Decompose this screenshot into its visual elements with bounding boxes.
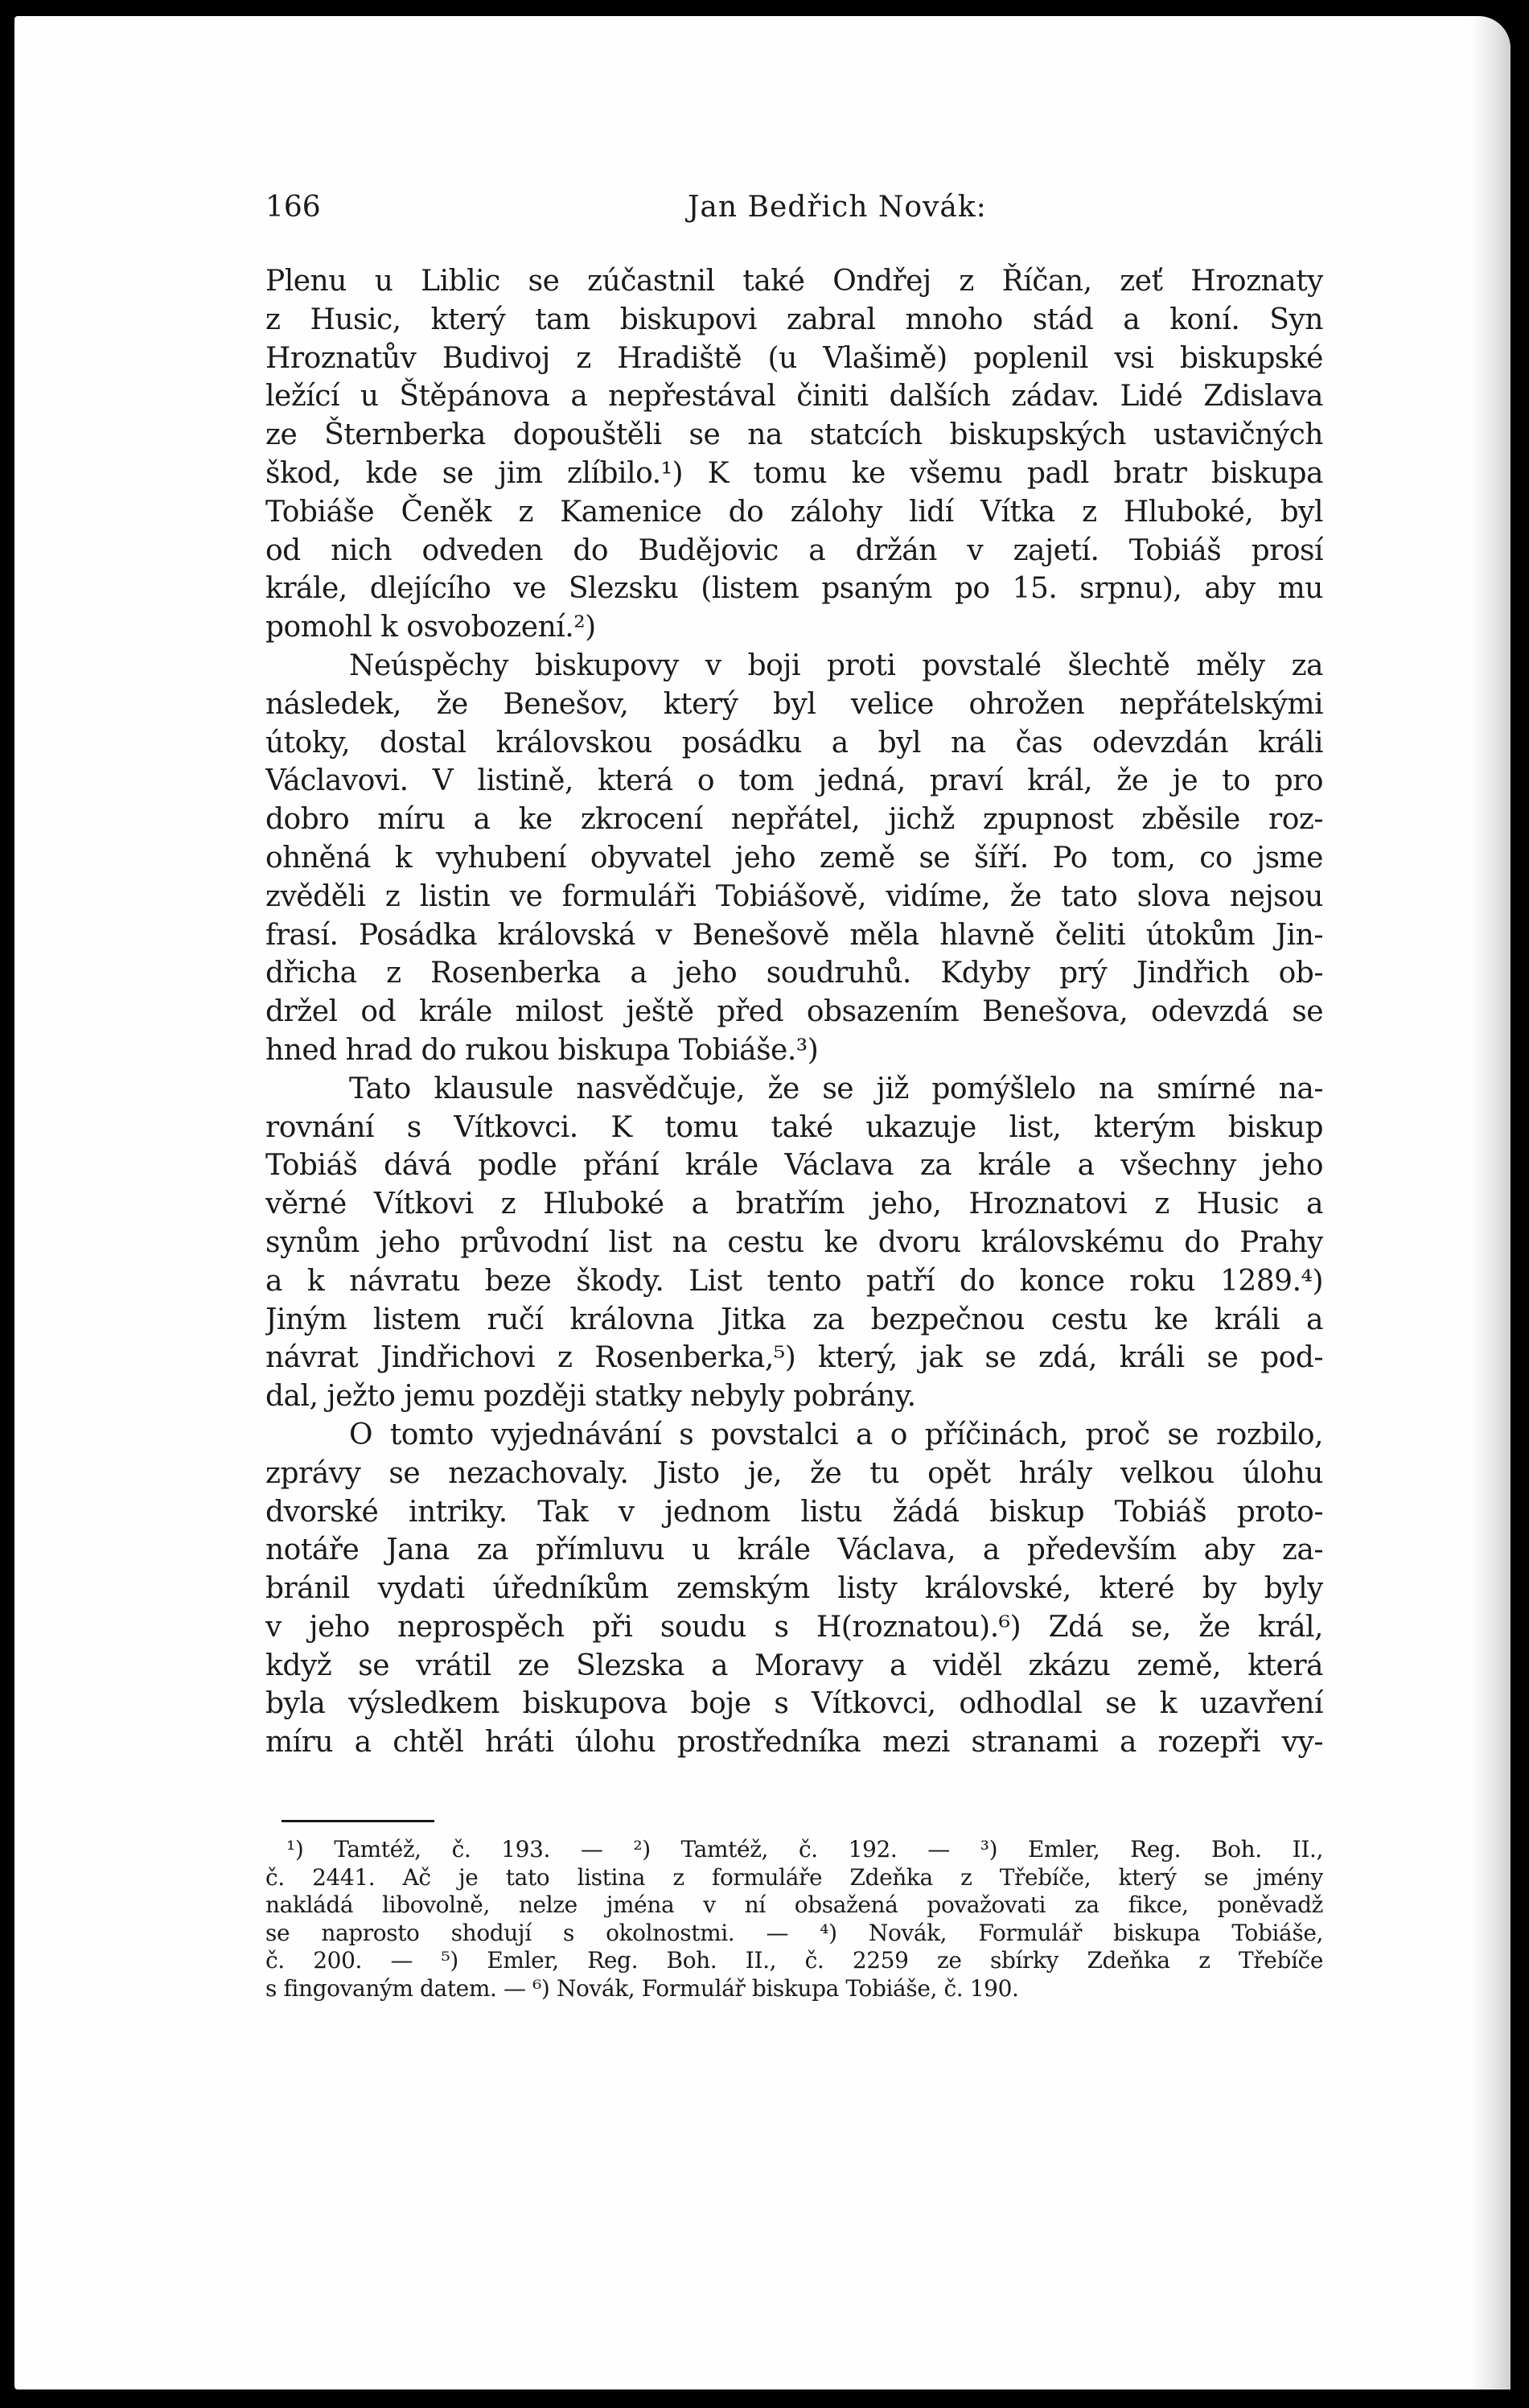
text-line: držel od krále milost ještě před obsazením Benešova, odevzdá se: [265, 995, 1323, 1029]
text-line: pomohl k osvobození.²): [265, 611, 596, 644]
text-line: Václavovi. V listině, která o tom jedná, praví král, že je to pro: [265, 764, 1323, 798]
footnote-divider: [282, 1820, 434, 1822]
text-line: rovnání s Vítkovci. K tomu také ukazuje list, kterým biskup: [265, 1110, 1323, 1144]
text-line: věrné Vítkovi z Hluboké a bratřím jeho, Hroznatovi z Husic a: [265, 1188, 1323, 1221]
page-number: 166: [265, 191, 321, 224]
footnote-line: nakládá libovolně, nelze jména v ní obsažená považovati za fikce, poněvadž: [265, 1891, 1323, 1918]
text-line: Hroznatův Budivoj z Hradiště (u Vlašimě) poplenil vsi biskupské: [265, 341, 1323, 375]
text-line: notáře Jana za přímluvu u krále Václava, a především aby za-: [265, 1533, 1323, 1567]
text-line: Tobiáš dává podle přání krále Václava za krále a všechny jeho: [265, 1149, 1323, 1183]
text-line: dvorské intriky. Tak v jednom listu žádá biskup Tobiáš proto-: [265, 1495, 1323, 1529]
text-line: od nich odveden do Budějovic a držán v zajetí. Tobiáš prosí: [265, 533, 1323, 567]
footnote-line: č. 200. — ⁵) Emler, Reg. Boh. II., č. 2259 ze sbírky Zdeňka z Třebíče: [265, 1947, 1323, 1974]
footnotes: [265, 1836, 1323, 2003]
text-line: dobro míru a ke zkrocení nepřátel, jichž zpupnost zběsile roz-: [265, 803, 1323, 837]
text-line: Jiným listem ručí královna Jitka za bezpečnou cestu ke králi a: [265, 1303, 1323, 1336]
paragraph-start-line: Neúspěchy biskupovy v boji proti povstalé šlechtě měly za: [349, 648, 1323, 682]
running-title: Jan Bedřich Novák:: [688, 191, 987, 224]
text-line: návrat Jindřichovi z Rosenberka,⁵) který, jak se zdá, králi se pod-: [265, 1341, 1323, 1375]
text-line: když se vrátil ze Slezska a Moravy a viděl zkázu země, která: [265, 1649, 1323, 1682]
text-line: ležící u Štěpánova a nepřestával činiti dalších zádav. Lidé Zdislava: [265, 380, 1323, 414]
page-header: [253, 187, 1323, 235]
text-line: ohněná k vyhubení obyvatel jeho země se šíří. Po tom, co jsme: [265, 841, 1323, 875]
text-line: frasí. Posádka královská v Benešově měla hlavně čeliti útokům Jin-: [265, 918, 1323, 952]
paragraph-start-line: O tomto vyjednávání s povstalci a o příčinách, proč se rozbilo,: [349, 1418, 1323, 1451]
text-line: ze Šternberka dopouštěli se na statcích biskupských ustavičných: [265, 418, 1323, 452]
text-line: Plenu u Liblic se zúčastnil také Ondřej z Říčan, zeť Hroznaty: [265, 265, 1323, 298]
text-line: byla výsledkem biskupova boje s Vítkovci, odhodlal se k uzavření: [265, 1687, 1323, 1721]
text-line: dřicha z Rosenberka a jeho soudruhů. Kdyby prý Jindřich ob-: [265, 957, 1323, 990]
text-line: škod, kde se jim zlíbilo.¹) K tomu ke všemu padl bratr biskupa: [265, 456, 1323, 490]
text-line: z Husic, který tam biskupovi zabral mnoho stád a koní. Syn: [265, 303, 1323, 336]
text-line: zvěděli z listin ve formuláři Tobiášově, vidíme, že tato slova nejsou: [265, 879, 1323, 913]
text-line: a k návratu beze škody. List tento patří do konce roku 1289.⁴): [265, 1264, 1323, 1298]
body-text: [265, 262, 1323, 1762]
text-line: krále, dlejícího ve Slezsku (listem psaným po 15. srpnu), aby mu: [265, 572, 1323, 606]
text-line: Tobiáše Čeněk z Kamenice do zálohy lidí Vítka z Hluboké, byl: [265, 495, 1323, 529]
footnote-line: ¹) Tamtéž, č. 193. — ²) Tamtéž, č. 192. — ³) Emler, Reg. Boh. II.,: [286, 1836, 1323, 1863]
text-line: synům jeho průvodní list na cestu ke dvoru královskému do Prahy: [265, 1225, 1323, 1259]
page-edge-shadow: [1470, 16, 1511, 2389]
text-line: dal, ježto jemu později statky nebyly pobrány.: [265, 1380, 916, 1414]
text-line: míru a chtěl hráti úlohu prostředníka mezi stranami a rozepři vy-: [265, 1726, 1323, 1760]
text-line: útoky, dostal královskou posádku a byl na čas odevzdán králi: [265, 726, 1323, 759]
footnote-line: s fingovaným datem. — ⁶) Novák, Formulář biskupa Tobiáše, č. 190.: [265, 1974, 1019, 2002]
footnote-line: č. 2441. Ač je tato listina z formuláře Zdeňka z Třebíče, který se jmény: [265, 1863, 1323, 1891]
text-line: bránil vydati úředníkům zemským listy královské, které by byly: [265, 1572, 1323, 1606]
text-line: v jeho neprospěch při soudu s H(roznatou).⁶) Zdá se, že král,: [265, 1610, 1323, 1644]
text-line: zprávy se nezachovaly. Jisto je, že tu opět hrály velkou úlohu: [265, 1456, 1323, 1490]
text-line: hned hrad do rukou biskupa Tobiáše.³): [265, 1033, 819, 1067]
footnote-line: se naprosto shodují s okolnostmi. — ⁴) Novák, Formulář biskupa Tobiáše,: [265, 1919, 1323, 1946]
paragraph-start-line: Tato klausule nasvědčuje, že se již pomýšlelo na smírné na-: [349, 1072, 1323, 1105]
text-line: následek, že Benešov, který byl velice ohrožen nepřátelskými: [265, 687, 1323, 721]
